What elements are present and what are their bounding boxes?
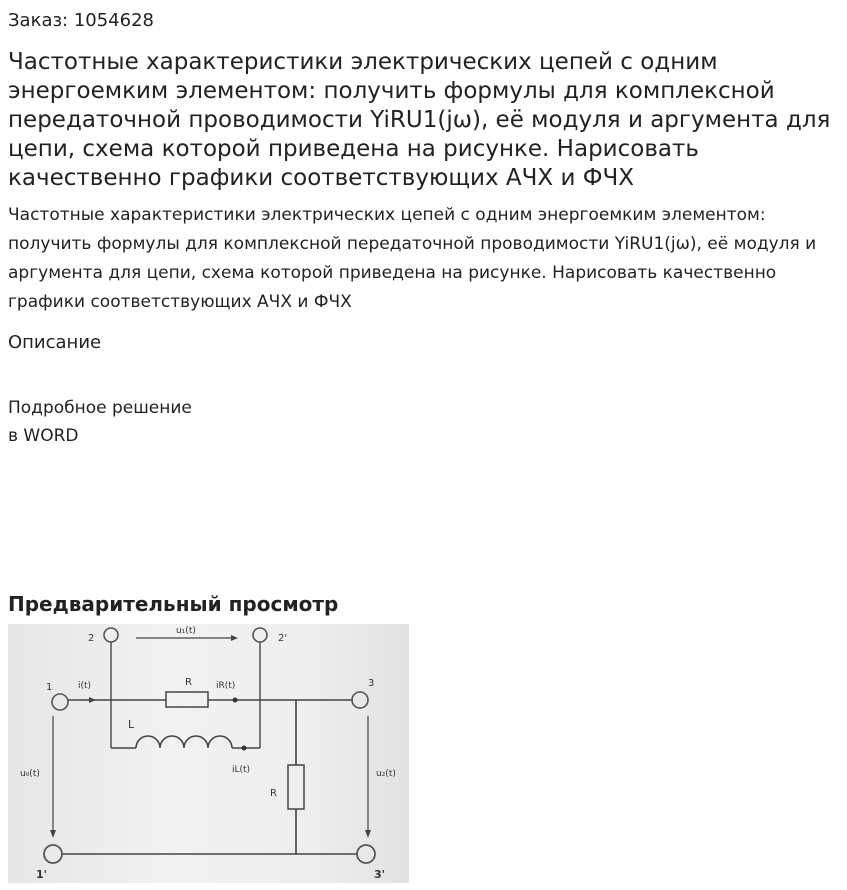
solution-line-2: в WORD [8,426,79,446]
u2-arrowhead [365,830,371,838]
label-iR: iR(t) [216,681,236,691]
terminal-3p [357,845,375,863]
terminal-1 [52,694,68,710]
label-R-right: R [270,788,277,799]
label-L: L [128,718,135,731]
resistor-top [166,692,208,707]
label-node-1p: 1' [36,868,48,881]
label-node-2p: 2' [278,633,288,644]
terminal-2 [104,628,118,642]
label-i: i(t) [78,681,92,691]
label-u2: u₂(t) [376,769,396,779]
task-description: Частотные характеристики электрических цепей с одним энергоемким элементом: получить формулы для комплексной передаточной проводимости YiRU1(jω), её модуля и аргумента для цепи, схема которой приведена на рисунке. Нарисовать качественно графики соответствующих АЧХ и ФЧХ [8,205,817,312]
label-u0: u₀(t) [20,769,40,779]
i-arrowhead [89,697,96,703]
label-node-3: 3 [368,678,375,689]
junction-top [233,698,238,703]
description-section-label: Описание [8,332,102,353]
terminal-2p [253,628,267,642]
terminal-1p [44,845,62,863]
preview-heading: Предварительный просмотр [8,592,339,616]
solution-line-1: Подробное решение [8,398,192,418]
preview-image [8,624,409,883]
resistor-right [288,765,304,809]
page-title: Частотные характеристики электрических цепей с одним энергоемким элементом: получить формулы для комплексной передаточной проводимости YiRU1(jω), её модуля и аргумента для цепи, схема которой приведена на рисунке. Нарисовать качественно графики соответствующих АЧХ и ФЧХ [8,49,831,191]
solution-info [8,394,192,450]
u1-arrowhead [231,635,238,641]
label-node-2: 2 [88,633,95,644]
junction-inductor [242,746,247,751]
u0-arrowhead [50,830,56,838]
inductor [136,736,232,748]
label-R-top: R [185,677,192,688]
label-u1: u₁(t) [176,626,196,636]
label-iL: iL(t) [232,765,251,775]
terminal-3 [352,692,368,708]
order-number: Заказ: 1054628 [8,10,154,31]
label-node-3p: 3' [374,868,386,881]
circuit-diagram [8,624,409,883]
label-node-1: 1 [46,682,53,693]
